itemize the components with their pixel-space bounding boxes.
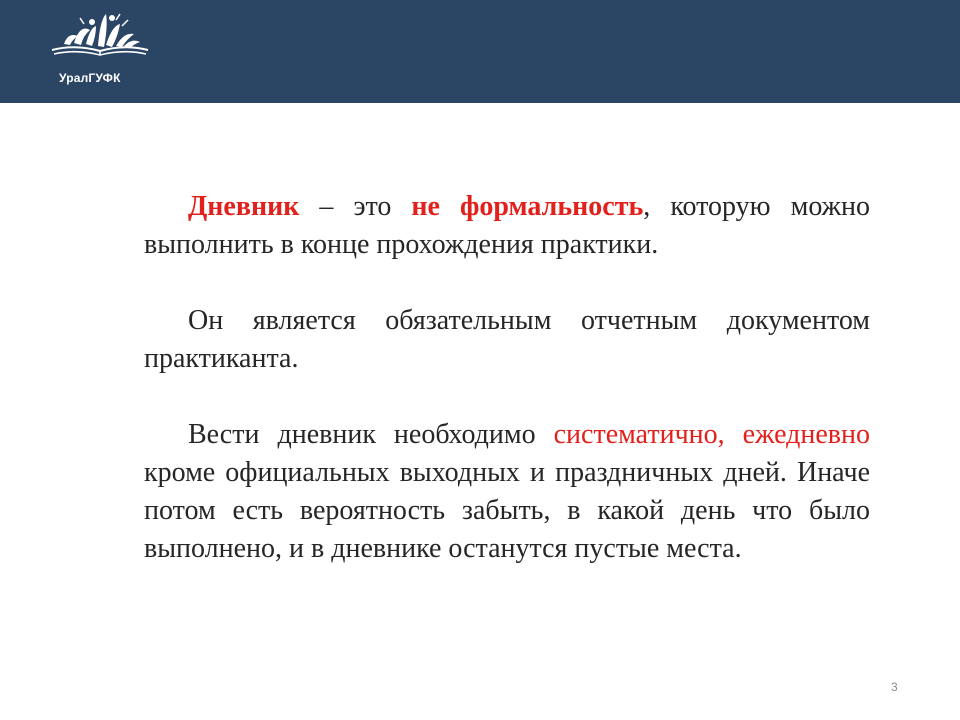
org-name: УралГУФК [59, 71, 121, 85]
emphasis-not-formality: не формальность [411, 191, 644, 222]
paragraph-mandatory-document: Он является обязательным отчетным документом практиканта. [144, 305, 870, 374]
text-lead: Вести дневник необходимо [188, 419, 554, 450]
book-with-figures-logo-icon [50, 10, 150, 60]
page-number: 3 [891, 680, 898, 694]
text-rest: кроме официальных выходных и праздничных дней. Иначе потом есть вероятность забыть, в какой день что было выполнено, и в дневнике останутся пустые места. [144, 457, 870, 564]
text-dash: – это [299, 191, 412, 222]
highlight-systematically-daily: систематично, ежедневно [553, 419, 870, 450]
header-bar [0, 0, 960, 103]
paragraph-diary-definition [144, 188, 870, 264]
text-rest: , которую можно выполнить в конце прохождения практики. [144, 191, 870, 260]
slide-body [144, 188, 870, 568]
term-diary: Дневник [188, 191, 300, 222]
paragraph-keep-systematically [144, 416, 870, 568]
